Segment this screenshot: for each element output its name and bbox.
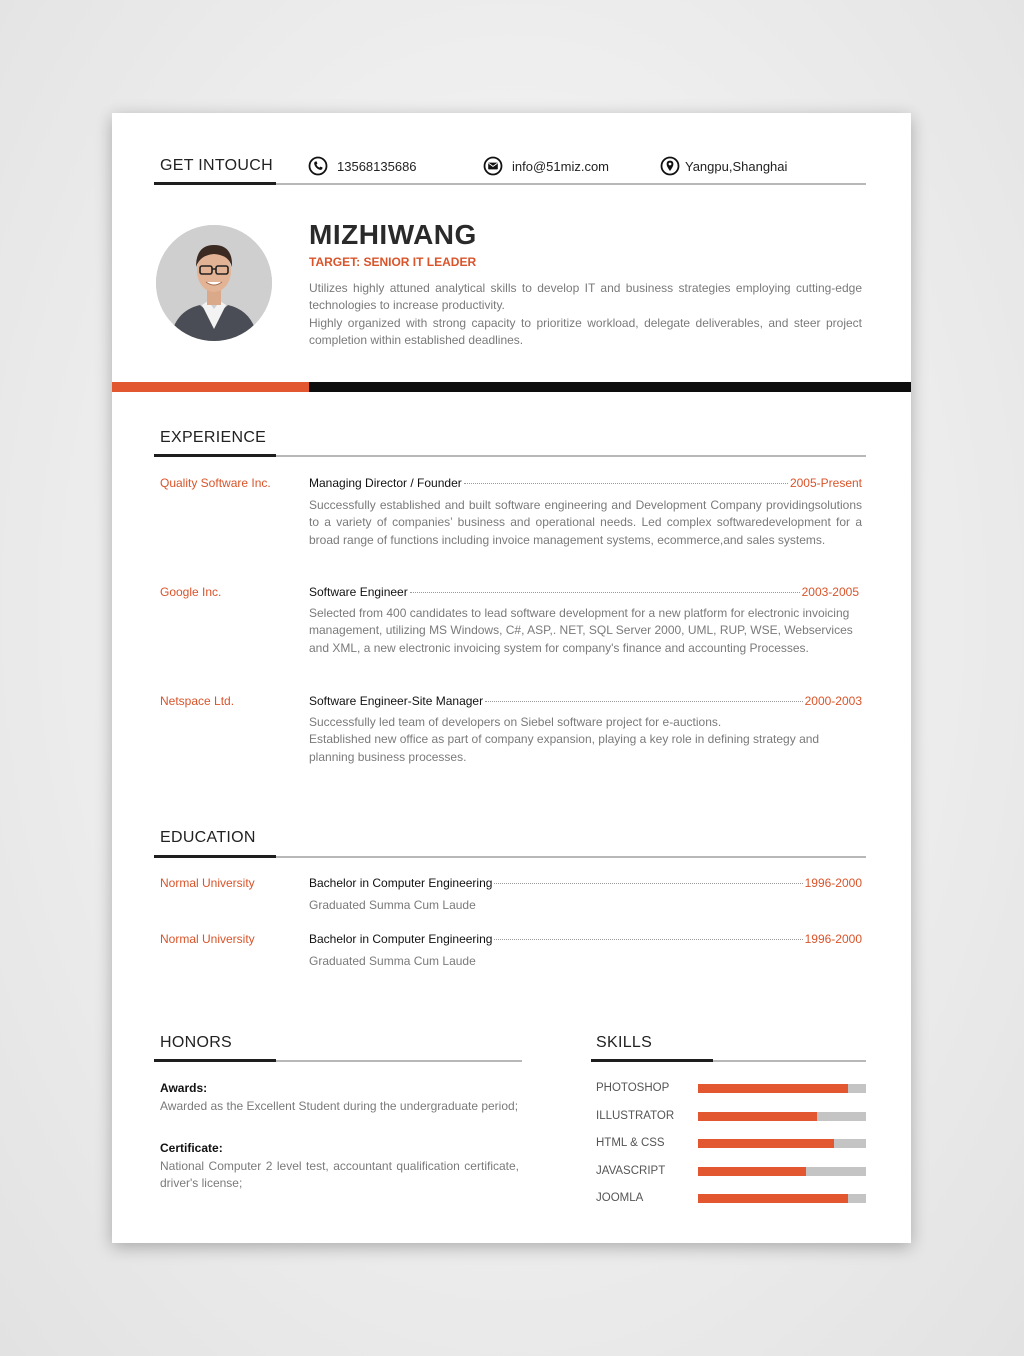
contact-location bbox=[660, 156, 787, 176]
education-2-header bbox=[309, 932, 862, 946]
experience-rule-accent bbox=[154, 454, 276, 457]
skill-bar bbox=[698, 1112, 866, 1121]
job-2-title: Software Engineer bbox=[309, 585, 408, 599]
skill-bar bbox=[698, 1167, 866, 1176]
experience-heading: EXPERIENCE bbox=[160, 429, 267, 446]
awards-label: Awards: bbox=[160, 1081, 208, 1095]
education-2-leader bbox=[494, 939, 802, 940]
job-3-company: Netspace Ltd. bbox=[160, 694, 235, 708]
certificate-label: Certificate: bbox=[160, 1141, 223, 1155]
job-3-leader bbox=[485, 701, 803, 702]
education-rule bbox=[276, 856, 866, 858]
profile-name: MIZHIWANG bbox=[309, 219, 477, 250]
profile-summary bbox=[309, 280, 862, 349]
education-2-date: 1996-2000 bbox=[804, 932, 862, 946]
divider-dark bbox=[309, 382, 911, 392]
honors-rule bbox=[276, 1060, 522, 1062]
education-1-degree: Bachelor in Computer Engineering bbox=[309, 876, 493, 890]
skill-bar-fill bbox=[698, 1084, 848, 1093]
contact-heading: GET INTOUCH bbox=[160, 157, 273, 174]
skills-rule-accent bbox=[591, 1059, 713, 1062]
contact-email[interactable] bbox=[483, 156, 609, 176]
job-3-title: Software Engineer-Site Manager bbox=[309, 694, 484, 708]
education-1-school: Normal University bbox=[160, 876, 255, 890]
phone-icon bbox=[308, 156, 328, 176]
profile-summary-1: Utilizes highly attuned analytical skills to develop IT and business strategies employing cutting-edge technologies to increase productivity. bbox=[309, 281, 862, 313]
location-icon bbox=[660, 156, 680, 176]
education-1-note: Graduated Summa Cum Laude bbox=[309, 898, 476, 912]
email-icon bbox=[483, 156, 503, 176]
job-2-header bbox=[309, 585, 859, 599]
contact-phone[interactable] bbox=[308, 156, 417, 176]
job-3-description bbox=[309, 714, 839, 766]
certificate-text: National Computer 2 level test, accountant qualification certificate, driver's license; bbox=[160, 1159, 519, 1191]
job-1-company: Quality Software Inc. bbox=[160, 476, 271, 490]
job-2-date: 2003-2005 bbox=[801, 585, 859, 599]
phone-number: 13568135686 bbox=[337, 158, 417, 174]
skill-label: JAVASCRIPT bbox=[596, 1164, 666, 1177]
education-1-leader bbox=[494, 883, 802, 884]
skill-bar bbox=[698, 1139, 866, 1148]
skills-heading: SKILLS bbox=[596, 1034, 653, 1051]
education-2-note: Graduated Summa Cum Laude bbox=[309, 954, 476, 968]
skills-rule bbox=[713, 1060, 866, 1062]
job-1-header bbox=[309, 476, 862, 490]
education-rule-accent bbox=[154, 855, 276, 858]
job-1-description: Successfully established and built software engineering and Development Company providingsolutions to a variety of companies’ business and operational needs. Led complex softwaredevelopment for a broad range of functions including invoice management systems, ecommerce,and sales systems. bbox=[309, 498, 862, 547]
profile-target: TARGET: SENIOR IT LEADER bbox=[309, 255, 477, 269]
skill-label: JOOMLA bbox=[596, 1192, 644, 1204]
divider-accent bbox=[112, 382, 309, 392]
education-2-degree: Bachelor in Computer Engineering bbox=[309, 932, 493, 946]
honors-heading: HONORS bbox=[160, 1034, 233, 1051]
contact-rule bbox=[276, 183, 866, 185]
job-3-header bbox=[309, 694, 862, 708]
job-2-leader bbox=[410, 592, 800, 593]
skill-bar bbox=[698, 1194, 866, 1203]
skill-bar-fill bbox=[698, 1194, 848, 1203]
skill-bar bbox=[698, 1084, 866, 1093]
avatar bbox=[156, 225, 272, 341]
experience-rule bbox=[276, 455, 866, 457]
awards-text: Awarded as the Excellent Student during the undergraduate period; bbox=[160, 1099, 519, 1113]
job-2-company: Google Inc. bbox=[160, 585, 222, 599]
contact-rule-accent bbox=[154, 182, 276, 185]
job-1-date: 2005-Present bbox=[789, 476, 862, 490]
avatar-portrait-icon bbox=[156, 225, 272, 341]
education-heading: EDUCATION bbox=[160, 829, 256, 846]
location-text: Yangpu,Shanghai bbox=[685, 158, 788, 174]
skill-bar-fill bbox=[698, 1139, 834, 1148]
job-3-description-1: Successfully led team of developers on Siebel software project for e-auctions. bbox=[309, 715, 722, 729]
skill-label: PHOTOSHOP bbox=[596, 1082, 670, 1094]
resume-page bbox=[112, 113, 911, 1243]
skill-label: HTML & CSS bbox=[596, 1137, 665, 1149]
education-2-school: Normal University bbox=[160, 932, 255, 946]
job-1-leader bbox=[464, 483, 788, 484]
job-2-description: Selected from 400 candidates to lead software development for a new platform for electronic invoicing management, utilizing MS Windows, C#, ASP,. NET, SQL Server 2000, UML, RUP, WSE, Webservices and XML, a new electronic invoicing system for company's finance and accounting Processes. bbox=[309, 606, 853, 655]
job-1-title: Managing Director / Founder bbox=[309, 476, 462, 490]
skill-bar-fill bbox=[698, 1112, 817, 1121]
education-1-date: 1996-2000 bbox=[804, 876, 862, 890]
job-3-description-2: Established new office as part of company expansion, playing a key role in defining strategy and planning business processes. bbox=[309, 732, 820, 764]
education-1-header bbox=[309, 876, 862, 890]
skill-bar-fill bbox=[698, 1167, 806, 1176]
profile-summary-2: Highly organized with strong capacity to prioritize workload, delegate deliverables, and steer project completion within established deadlines. bbox=[309, 315, 862, 347]
skill-label: ILLUSTRATOR bbox=[596, 1109, 675, 1122]
honors-rule-accent bbox=[154, 1059, 276, 1062]
job-3-date: 2000-2003 bbox=[804, 694, 862, 708]
email-address: info@51miz.com bbox=[512, 158, 610, 174]
